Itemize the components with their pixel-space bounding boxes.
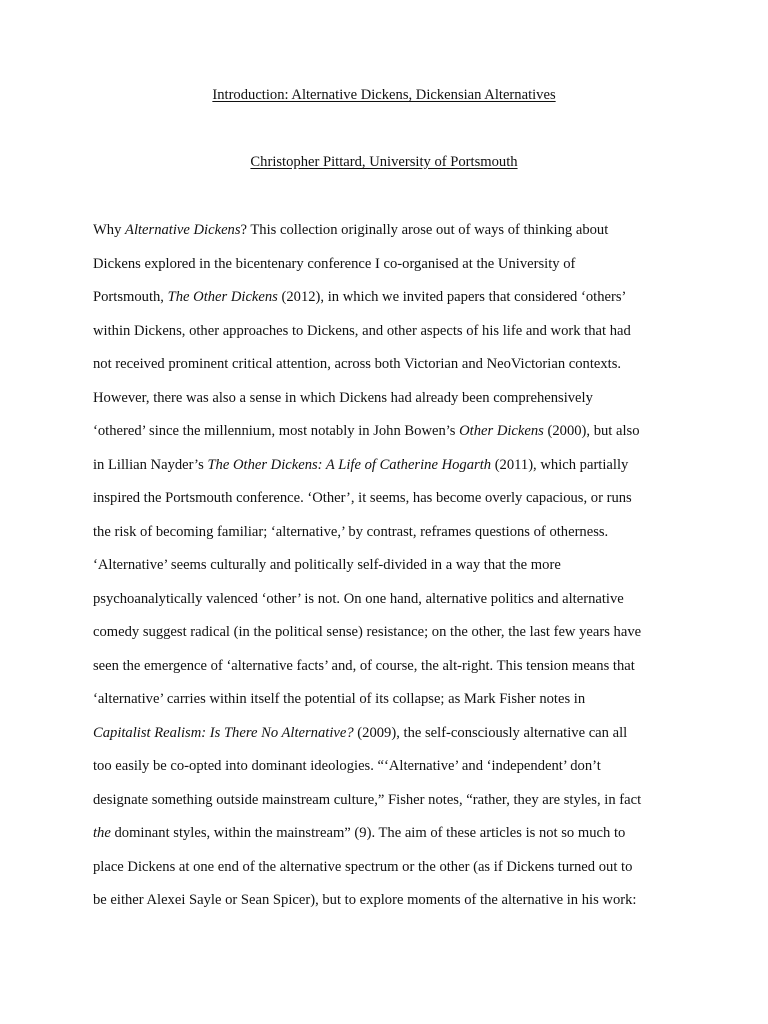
text-segment: ‘alternative’ carries within itself the potential of its collapse; as Mark Fisher notes in [93, 691, 586, 707]
body-paragraph [93, 220, 693, 924]
text-line [93, 555, 693, 589]
text-segment: Why [93, 222, 126, 238]
text-segment: ? This collection originally arose out of ways of thinking about [240, 222, 609, 238]
text-segment: inspired the Portsmouth conference. ‘Other’, it seems, has become overly capacious, or runs [93, 490, 632, 506]
text-line [93, 287, 693, 321]
text-segment: seen the emergence of ‘alternative facts’ and, of course, the alt-right. This tension means that [93, 657, 635, 674]
text-segment: (2009), the self-consciously alternative can all [353, 724, 628, 741]
text-segment: be either Alexei Sayle or Sean Spicer), but to explore moments of the alternative in his work: [93, 892, 637, 908]
text-line [93, 254, 693, 288]
text-line [93, 756, 693, 790]
text-line [93, 656, 693, 690]
italic-text-segment: The Other Dickens [167, 289, 278, 305]
text-segment: ‘othered’ since the millennium, most notably in John Bowen’s [93, 423, 460, 439]
text-segment: (2011), which partially [491, 456, 629, 473]
text-line [93, 321, 693, 355]
text-segment: not received prominent critical attention, across both Victorian and NeoVictorian contexts. [93, 356, 622, 372]
text-segment: place Dickens at one end of the alternative spectrum or the other (as if Dickens turned out to [93, 858, 633, 875]
text-line [93, 421, 693, 455]
text-segment: designate something outside mainstream culture,” Fisher notes, “rather, they are styles, in fact [93, 791, 642, 808]
text-line [93, 723, 693, 757]
text-segment: (2012), in which we invited papers that considered ‘others’ [277, 289, 627, 305]
text-segment: comedy suggest radical (in the political sense) resistance; on the other, the last few years have [93, 624, 642, 640]
text-line [93, 689, 693, 723]
text-segment: ‘Alternative’ seems culturally and politically self-divided in a way that the more [93, 557, 561, 573]
text-line [93, 890, 693, 924]
text-segment: Portsmouth, [93, 289, 168, 305]
text-segment: in Lillian Nayder’s [93, 456, 208, 473]
italic-text-segment: Capitalist Realism: Is There No Alternative? [93, 724, 354, 741]
text-segment: Dickens explored in the bicentenary conference I co-organised at the University of [93, 255, 576, 272]
text-segment: too easily be co-opted into dominant ideologies. “‘Alternative’ and ‘independent’ don’t [93, 758, 601, 774]
text-segment: However, there was also a sense in which Dickens had already been comprehensively [93, 389, 593, 406]
text-line [93, 522, 693, 556]
italic-text-segment: the [93, 825, 111, 841]
text-line [93, 823, 693, 857]
text-line [93, 622, 693, 656]
italic-text-segment: The Other Dickens: A Life of Catherine Hogarth [207, 456, 492, 473]
text-line [93, 488, 693, 522]
text-line [93, 455, 693, 489]
text-segment: within Dickens, other approaches to Dickens, and other aspects of his life and work that had [93, 322, 631, 339]
text-line [93, 589, 693, 623]
italic-text-segment: Alternative Dickens [125, 222, 241, 238]
text-segment: (2000), but also [543, 423, 640, 439]
text-line [93, 220, 693, 254]
text-line [93, 388, 693, 422]
text-line [93, 790, 693, 824]
text-segment: psychoanalytically valenced ‘other’ is not. On one hand, alternative politics and alternative [93, 590, 624, 607]
text-segment: the risk of becoming familiar; ‘alternative,’ by contrast, reframes questions of otherness. [93, 523, 609, 540]
italic-text-segment: Other Dickens [459, 423, 544, 439]
author-line: Christopher Pittard, University of Portsmouth [250, 154, 518, 170]
document-title: Introduction: Alternative Dickens, Dickensian Alternatives [212, 87, 556, 103]
text-segment: dominant styles, within the mainstream” (9). The aim of these articles is not so much to [110, 825, 626, 841]
text-line [93, 857, 693, 891]
text-line [93, 354, 693, 388]
